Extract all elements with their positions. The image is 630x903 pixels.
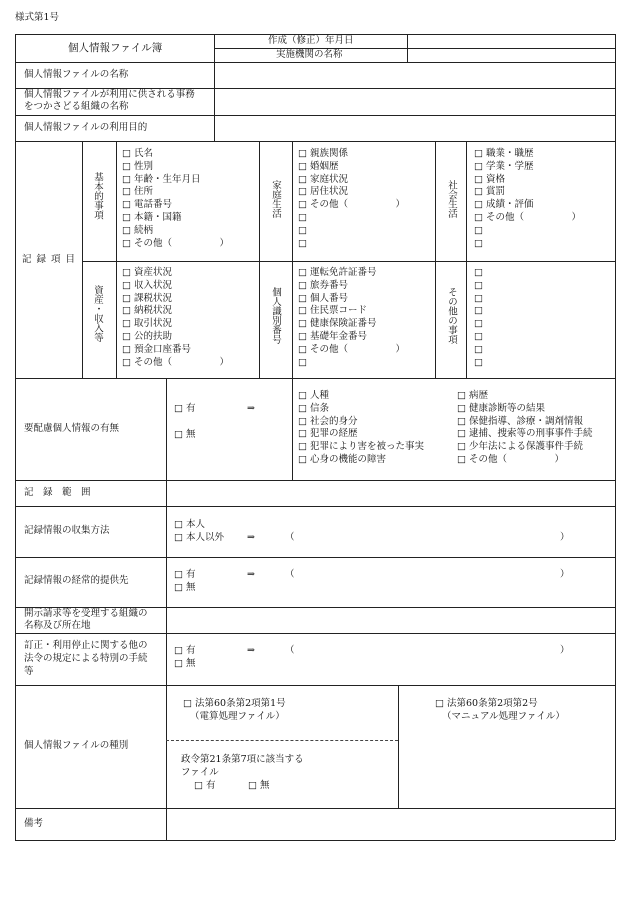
file-type-manual-checkbox[interactable]: □ 法第60条第2項第2号: [435, 698, 538, 709]
checkbox-item[interactable]: □ 学業・学歴: [474, 160, 534, 172]
scope-field[interactable]: [167, 481, 614, 506]
social-label: 社会生活: [446, 180, 457, 218]
checkbox-item[interactable]: □ 氏名: [122, 148, 153, 159]
checkbox-item[interactable]: □: [298, 237, 307, 249]
org-label: 実施機関の名称: [276, 49, 343, 60]
file-type-label: 個人情報ファイルの種別: [24, 740, 129, 751]
ordinance-no-checkbox[interactable]: □ 無: [248, 780, 270, 791]
file-name-label: 個人情報ファイルの名称: [24, 69, 129, 80]
checkbox-item[interactable]: □ その他（ ）: [474, 211, 581, 223]
file-type-digital-checkbox[interactable]: □ 法第60条第2項第1号: [183, 698, 286, 709]
collection-detail-field[interactable]: [296, 531, 558, 544]
remarks-field[interactable]: [167, 809, 614, 839]
checkbox-item[interactable]: □ 資産状況: [122, 267, 172, 278]
org-field[interactable]: [408, 49, 614, 62]
checkbox-item[interactable]: □: [474, 356, 483, 368]
checkbox-item[interactable]: □: [474, 267, 483, 278]
paren-open: （: [285, 532, 295, 543]
disclosure-label-2: 名称及び所在地: [24, 620, 91, 631]
checkbox-item[interactable]: □ 少年法による保護事件手続: [457, 441, 583, 453]
arrow-icon: ⇒: [247, 569, 255, 580]
sensitive-yes-checkbox[interactable]: □ 有: [174, 403, 196, 414]
paren-open: （: [285, 645, 295, 656]
checkbox-item[interactable]: □ 年齢・生年月日: [122, 173, 201, 185]
special-label-3: 等: [24, 666, 34, 677]
checkbox-item[interactable]: □: [298, 356, 307, 368]
provision-label: 記録情報の経常的提供先: [24, 575, 129, 586]
checkbox-item[interactable]: □ 取引状況: [122, 318, 172, 330]
checkbox-item[interactable]: □ 資格: [474, 173, 505, 185]
provision-yes-checkbox[interactable]: □ 有: [174, 569, 196, 580]
purpose-field[interactable]: [215, 116, 614, 141]
checkbox-item[interactable]: □: [474, 330, 483, 342]
checkbox-item[interactable]: □ 居住状況: [298, 186, 348, 198]
checkbox-item[interactable]: □ 性別: [122, 160, 153, 172]
checkbox-item[interactable]: □ 納税状況: [122, 305, 172, 317]
checkbox-item[interactable]: □: [298, 224, 307, 236]
checkbox-item[interactable]: □ 成績・評価: [474, 199, 534, 211]
checkbox-item[interactable]: □ その他（ ）: [122, 356, 229, 368]
date-label: 作成（修正）年月日: [268, 35, 354, 46]
checkbox-item[interactable]: □: [298, 211, 307, 223]
checkbox-item[interactable]: □ 心身の機能の障害: [298, 453, 386, 465]
checkbox-item[interactable]: □ 続柄: [122, 224, 153, 236]
family-label: 家庭生活: [270, 180, 281, 218]
special-label-2: 法令の規定による特別の手続: [24, 653, 148, 664]
checkbox-item[interactable]: □ 病歴: [457, 390, 488, 401]
checkbox-item[interactable]: □ 犯罪により害を被った事実: [298, 441, 424, 453]
assets-items[interactable]: [122, 267, 229, 369]
personal-id-items[interactable]: [298, 267, 405, 369]
other-items[interactable]: [474, 267, 483, 369]
purpose-label: 個人情報ファイルの利用目的: [24, 122, 148, 133]
special-no-checkbox[interactable]: □ 無: [174, 658, 196, 669]
sensitive-no-checkbox[interactable]: □ 無: [174, 429, 196, 440]
checkbox-item[interactable]: □ その他（ ）: [122, 237, 229, 249]
checkbox-item[interactable]: □ 健康保険証番号: [298, 318, 377, 330]
collection-self-checkbox[interactable]: □ 本人: [174, 519, 205, 530]
disclosure-field[interactable]: [167, 608, 614, 633]
checkbox-item[interactable]: □ 本籍・国籍: [122, 211, 182, 223]
checkbox-item[interactable]: □ 逮捕、捜索等の刑事事件手続: [457, 428, 593, 440]
checkbox-item[interactable]: □ 運転免許証番号: [298, 267, 377, 278]
checkbox-item[interactable]: □ 住民票コード: [298, 305, 367, 317]
assets-label: 資産・収入等: [92, 285, 103, 342]
family-items[interactable]: [298, 148, 405, 250]
checkbox-item[interactable]: □ 賞罰: [474, 186, 505, 198]
checkbox-item[interactable]: □: [474, 237, 483, 249]
arrow-icon: ⇒: [247, 645, 255, 656]
sensitive-label: 要配慮個人情報の有無: [24, 423, 120, 434]
checkbox-item[interactable]: □: [474, 292, 483, 304]
file-type-digital-note: （電算処理ファイル）: [190, 711, 285, 722]
checkbox-item[interactable]: □ 職業・職歴: [474, 148, 534, 159]
basic-items[interactable]: [122, 148, 229, 250]
form-title: 個人情報ファイル簿: [68, 42, 163, 54]
checkbox-item[interactable]: □ 基礎年金番号: [298, 330, 367, 342]
file-type-manual-note: （マニュアル処理ファイル）: [442, 711, 565, 722]
checkbox-item[interactable]: □ 公的扶助: [122, 330, 172, 342]
checkbox-item[interactable]: □ 健康診断等の結果: [457, 402, 545, 414]
social-items[interactable]: [474, 148, 581, 250]
checkbox-item[interactable]: □ 家庭状況: [298, 173, 348, 185]
special-label-1: 訂正・利用停止に関する他の: [24, 640, 148, 651]
paren-close: ）: [560, 532, 570, 543]
sensitive-col1[interactable]: [298, 390, 424, 467]
office-label-2: をつかさどる組織の名称: [24, 101, 129, 112]
checkbox-item[interactable]: □ 個人番号: [298, 292, 348, 304]
checkbox-item[interactable]: □: [474, 343, 483, 355]
checkbox-item[interactable]: □ 旅券番号: [298, 279, 348, 291]
checkbox-item[interactable]: □ 信条: [298, 402, 329, 414]
checkbox-item[interactable]: □ 親族関係: [298, 148, 348, 159]
ordinance-label-1: 政令第21条第7項に該当する: [181, 754, 304, 765]
paren-open: （: [285, 569, 295, 580]
disclosure-label-1: 開示請求等を受理する組織の: [24, 608, 148, 619]
sensitive-col2[interactable]: [457, 390, 593, 467]
checkbox-item[interactable]: □ 保健指導、診療・調剤情報: [457, 415, 583, 427]
collection-other-checkbox[interactable]: □ 本人以外: [174, 532, 224, 543]
checkbox-item[interactable]: □ 課税状況: [122, 292, 172, 304]
record-items-label: 記 録 項 目: [22, 254, 77, 265]
checkbox-item[interactable]: □ 人種: [298, 390, 329, 401]
scope-label: 記 録 範 囲: [24, 487, 91, 498]
checkbox-item[interactable]: □ その他（ ）: [298, 199, 405, 211]
checkbox-item[interactable]: □ 犯罪の経歴: [298, 428, 358, 440]
checkbox-item[interactable]: □ 電話番号: [122, 199, 172, 211]
provision-no-checkbox[interactable]: □ 無: [174, 582, 196, 593]
checkbox-item[interactable]: □ その他（ ）: [298, 343, 405, 355]
checkbox-item[interactable]: □: [474, 279, 483, 291]
arrow-icon: ⇒: [247, 403, 255, 414]
remarks-label: 備考: [24, 818, 44, 829]
special-yes-checkbox[interactable]: □ 有: [174, 645, 196, 656]
checkbox-item[interactable]: □ 住所: [122, 186, 153, 198]
ordinance-label-2: ファイル: [181, 767, 219, 778]
paren-close: ）: [560, 569, 570, 580]
provision-detail-field[interactable]: [296, 568, 558, 581]
checkbox-item[interactable]: □ 預金口座番号: [122, 343, 191, 355]
checkbox-item[interactable]: □ 社会的身分: [298, 415, 358, 427]
checkbox-item[interactable]: □: [474, 224, 483, 236]
other-label: その他の事項: [446, 287, 457, 344]
paren-close: ）: [560, 645, 570, 656]
collection-label: 記録情報の収集方法: [24, 525, 110, 536]
checkbox-item[interactable]: □ 婚姻歴: [298, 160, 339, 172]
checkbox-item[interactable]: □ その他（ ）: [457, 453, 564, 465]
file-name-field[interactable]: [215, 63, 614, 88]
office-field[interactable]: [215, 89, 614, 115]
basic-label: 基本的事項: [92, 172, 103, 220]
date-field[interactable]: [408, 35, 614, 48]
office-label-1: 個人情報ファイルが利用に供される事務: [24, 89, 195, 100]
checkbox-item[interactable]: □: [474, 318, 483, 330]
ordinance-yes-checkbox[interactable]: □ 有: [194, 780, 216, 791]
arrow-icon: ⇒: [247, 532, 255, 543]
personal-id-label: 個人識別番号: [270, 287, 281, 344]
checkbox-item[interactable]: □: [474, 305, 483, 317]
special-detail-field[interactable]: [296, 644, 558, 657]
form-number: 様式第1号: [15, 12, 60, 23]
checkbox-item[interactable]: □ 収入状況: [122, 279, 172, 291]
